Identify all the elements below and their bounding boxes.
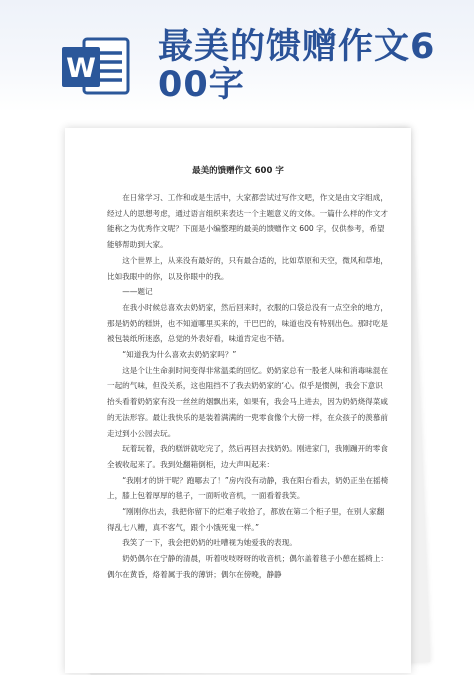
- paragraph: “知道我为什么喜欢去奶奶家吗？”: [122, 350, 237, 360]
- paragraph: 奶奶偶尔在宁静的清晨，听着吱吱呀呀的收音机；偶尔盖着毯子小憩在摇椅上：偶尔在黄昏，烙着属于我的薄饼；偶尔在傍晚，静静: [107, 554, 388, 579]
- page-title-line-1: 最美的馈赠作文6: [158, 27, 436, 67]
- page-title-line-2: 00字: [158, 65, 245, 105]
- paragraph-intro: 在日常学习、工作和或是生活中，大家都尝试过写作文吧，作文是由文字组成，经过人的思想考虑，通过语言组织来表达一个主题意义的文体。一篇什么样的作文才能称之为优秀作文呢？下面是小编整理的最美的馈赠作文 600 字，仅供参考，希望能够帮助到大家。: [107, 193, 388, 250]
- paragraph: 在我小时候总喜欢去奶奶家，然后回来时，衣服的口袋总没有一点空余的地方，那是奶奶的糕饼，也不知道哪里买来的，干巴巴的，味道也没有特别出色。那时吃是被包装纸所迷惑，总觉的外表好看，味道肯定也不错。: [107, 302, 388, 344]
- paragraph: “刚刚你出去，我把你留下的烂难子收拾了，都放在第二个柜子里，在别人家翻得乱七八糟，真不客气，跟个小饿死鬼一样。”: [107, 507, 385, 532]
- paragraph: “我刚才的饼干呢？跑哪去了！”房内没有动静，我在阳台看去，奶奶正坐在摇椅上，膝上包着厚厚的毯子，一面听收音机，一面看着我笑。: [107, 475, 389, 501]
- paragraph: 玩着玩着，我的糕饼就吃完了，然后再回去找奶奶。刚进家门，我刚蹦开的零食全被收起来了。我到处翻箱倒柜，边大声叫起来：: [107, 444, 388, 469]
- paragraph: 这是个让生命刹时间变得非常温柔的回忆。奶奶家总有一股老人味和消毒味混在一起的气味，但没关系，这也阻挡不了我去奶奶家的‘心。似乎是惯例，我会下意识抬头看着奶奶家有没一丝丝的烟飘出来，如果有，我会马上进去，因为奶奶烧得菜咸的无法形容。最让我快乐的是装着满满的一兜零食像个大傍一样，在众孩子的羡慕前走过到小公园去玩。: [107, 365, 388, 438]
- document-page: [65, 128, 411, 673]
- word-document-icon: [60, 33, 132, 99]
- page-title: [158, 28, 458, 104]
- document-body: [107, 190, 389, 583]
- word-logo-letter: W: [66, 53, 96, 84]
- paragraph: 我笑了一下，我会把奶奶的吐嘈视为她爱我的表现。: [122, 538, 297, 548]
- document-title: 最美的馈赠作文 600 字: [192, 166, 284, 176]
- epigraph-signature: ——题记: [122, 287, 153, 297]
- paragraph-epigraph: 这个世界上，从来没有最好的，只有最合适的，比如草原和天空，微风和草地，比如我眼中的你，以及你眼中的我。: [107, 255, 388, 281]
